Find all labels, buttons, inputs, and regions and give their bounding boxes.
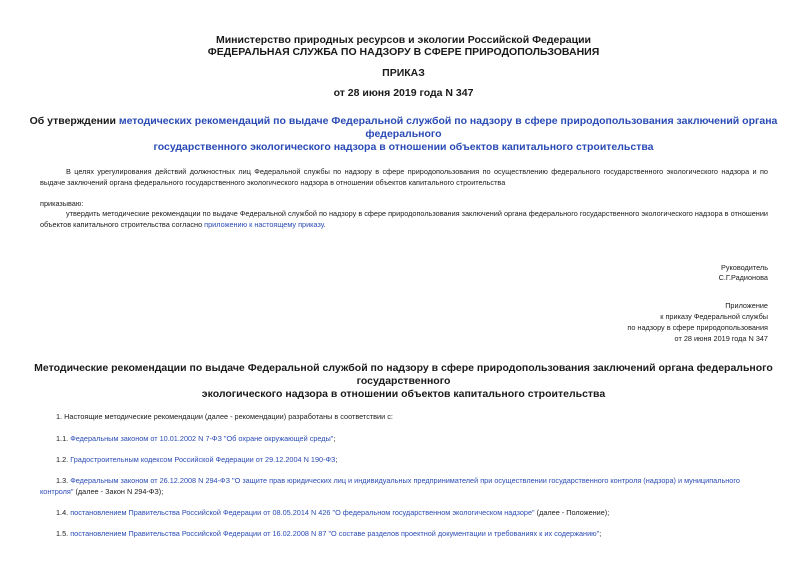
signature-role: Руководитель [720, 263, 768, 272]
recommendations-title: Методические рекомендации по выдаче Федеральной службой по надзору в сфере природопользования заключений органа федерального государственного экологического надзора в отношении объектов капитального строительства [34, 362, 773, 400]
intro-paragraph: В целях урегулирования действий должностных лиц Федеральной службы по надзору в сфере природопользования по осуществлению федерального государственного экологического надзора и по выдаче заключений органа федерального государственного экологического надзора в отношении объектов капитального строительства [40, 167, 768, 187]
appendix-line3: по надзору в сфере природопользования [627, 323, 768, 332]
appendix-line4: от 28 июня 2019 года N 347 [674, 334, 768, 343]
appendix-line1: Приложение [725, 301, 768, 310]
approve-paragraph: утвердить методические рекомендации по выдаче Федеральной службой по надзору в сфере природопользования заключений органа федерального государственного экологического надзора в отношении объектов капитального строительства согласно приложению к настоящему приказу. [40, 209, 768, 229]
ministry-name: Министерство природных ресурсов и экологии Российской Федерации [215, 34, 592, 46]
item-1-5: 1.5. постановлением Правительства Российской Федерации от 16.02.2008 N 87 "О составе разделов проектной документации и требованиях к их содержанию"; [56, 529, 602, 538]
appendix-link[interactable]: приложению к настоящему приказу [204, 220, 324, 229]
item-1-1: 1.1. Федеральным законом от 10.01.2002 N 7-ФЗ "Об охране окружающей среды"; [56, 434, 336, 443]
title-link-line2[interactable]: государственного экологического надзора в отношении объектов капитального строительства [153, 141, 654, 153]
document-date-number: от 28 июня 2019 года N 347 [333, 87, 474, 99]
appendix-line2: к приказу Федеральной службы [660, 312, 768, 321]
title-prefix: Об утверждении [29, 115, 119, 127]
title-link-line1[interactable]: методических рекомендаций по выдаче Федеральной службой по надзору в сфере природопользования заключений органа федерального [118, 115, 778, 140]
signature-name: С.Г.Радионова [718, 273, 768, 282]
item-1-3-link[interactable]: Федеральным законом от 26.12.2008 N 294-ФЗ "О защите прав юридических лиц и индивидуальных предпринимателей при осуществлении государственного контроля (надзора) и муниципального контроля" [40, 476, 740, 496]
item-1-4: 1.4. постановлением Правительства Российской Федерации от 08.05.2014 N 426 "О федеральном государственном экологическом надзоре" (далее - Положение); [56, 508, 610, 517]
item-1-2-link[interactable]: Градостроительным кодексом Российской Федерации от 29.12.2004 N 190-ФЗ [70, 455, 336, 464]
item-1-1-link[interactable]: Федеральным законом от 10.01.2002 N 7-ФЗ "Об охране окружающей среды" [70, 434, 334, 443]
order-word: приказываю: [40, 199, 84, 208]
item-1-3: 1.3. Федеральным законом от 26.12.2008 N 294-ФЗ "О защите прав юридических лиц и индивидуальных предпринимателей при осуществлении государственного контроля (надзора) и муниципального контроля" (далее - Закон N 294-ФЗ); [40, 476, 740, 496]
paragraph-1: 1. Настоящие методические рекомендации (далее - рекомендации) разработаны в соответствии с: [56, 412, 393, 421]
item-1-4-link[interactable]: постановлением Правительства Российской Федерации от 08.05.2014 N 426 "О федеральном государственном экологическом надзоре" [70, 508, 535, 517]
service-name: ФЕДЕРАЛЬНАЯ СЛУЖБА ПО НАДЗОРУ В СФЕРЕ ПРИРОДОПОЛЬЗОВАНИЯ [207, 46, 600, 58]
item-1-5-link[interactable]: постановлением Правительства Российской Федерации от 16.02.2008 N 87 "О составе разделов проектной документации и требованиях к их содержанию" [70, 529, 600, 538]
document-type: ПРИКАЗ [382, 67, 425, 79]
item-1-2: 1.2. Градостроительным кодексом Российской Федерации от 29.12.2004 N 190-ФЗ; [56, 455, 338, 464]
document-title [0, 115, 807, 154]
